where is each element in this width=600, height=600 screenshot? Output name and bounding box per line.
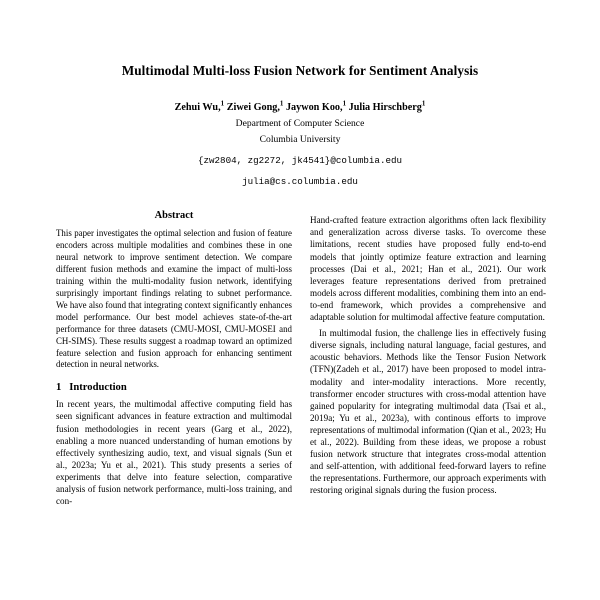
author-3-affil-marker: 1 [342,99,347,108]
abstract-heading: Abstract [154,210,194,222]
intro-paragraph-1: In recent years, the multimodal affective computing field has seen significant advances in feature extraction and multimodal fusion methodologies in recent years (Garg et al., 2022), enabling a more nuanced understanding of human emotions by effectively synthesizing audio, text, and visual signals (Sun et al., 2023a; Yu et al., 2021). This study presents a series of experiments that delve into feature selection, comparative analysis of fusion network performance, multi-loss training, and con- [56,399,292,507]
section-1-title: Introduction [69,382,127,394]
email-line-1: {zw2804, zg2272, jk4541}@columbia.edu [198,154,402,166]
affiliation-line-1: Department of Computer Science [235,117,365,129]
author-4: Julia Hirschberg$^1$ [348,99,426,113]
right-paragraph-2: In multimodal fusion, the challenge lies in effectively fusing diverse signals, including natural language, facial gestures, and acoustic behaviors. Methods like the Tensor Fusion Network (TFN)(Zadeh et al., 2017) have been proposed to model intra-modality and inter-modality interactions. More recently, transformer encoder structures with cross-modal attention have gained popularity for integrating multimodal data (Tsai et al., 2019a; Yu et al., 2023a), with continous efforts to improve representations of multimodal information (Qian et al., 2023; Hu et al., 2022). Building from these ideas, we propose a robust fusion network structure that integrates cross-modal attention and self-attention, with additional feed-forward layers to refine the representations. Furthermore, our approach experiments with restoring original signals during the fusion process. [310,328,546,496]
author-3: Jaywon Koo,$^1$ [285,99,347,113]
right-column [310,210,546,507]
author-1-affil-marker: 1 [220,99,225,108]
affiliation-line-2: Columbia University [259,133,341,145]
author-2: Ziwei Gong,$^1$ [226,99,284,113]
section-1-heading [56,382,292,393]
left-column [56,210,292,507]
author-list [56,99,544,115]
author-4-affil-marker: 1 [421,99,426,108]
author-1: Zehui Wu,$^1$ [174,99,225,113]
two-column-body [56,210,544,507]
abstract-text: This paper investigates the optimal selection and fusion of feature encoders across multiple modalities and combines these in one neural network to improve sentiment detection. We compare different fusion methods and examine the impact of multi-loss training within the multi-modality fusion network, identifying surprisingly important findings relating to subnet performance. We have also found that integrating context significantly enhances model performance. Our best model achieves state-of-the-art performance for three datasets (CMU-MOSI, CMU-MOSEI and CH-SIMS). These results suggest a roadmap toward an optimized feature selection and fusion approach for enhancing sentiment detection in neural networks. [56,228,292,370]
section-1-number: 1 [56,382,62,394]
page-title: Multimodal Multi-loss Fusion Network for Sentiment Analysis [121,63,479,78]
author-2-affil-marker: 1 [279,99,284,108]
email-line-2: julia@cs.columbia.edu [242,175,358,187]
right-paragraph-1: Hand-crafted feature extraction algorithms often lack flexibility and generalization across diverse tasks. To overcome these limitations, recent studies have proposed fully end-to-end models that jointly optimize feature extraction and learning processes (Dai et al., 2021; Han et al., 2021). Our work leverages feature representations derived from pretrained models across different modalities, combining them into an end-to-end framework, which provides a comprehensive and adaptable solution for multimodal affective feature computation. [310,215,546,323]
